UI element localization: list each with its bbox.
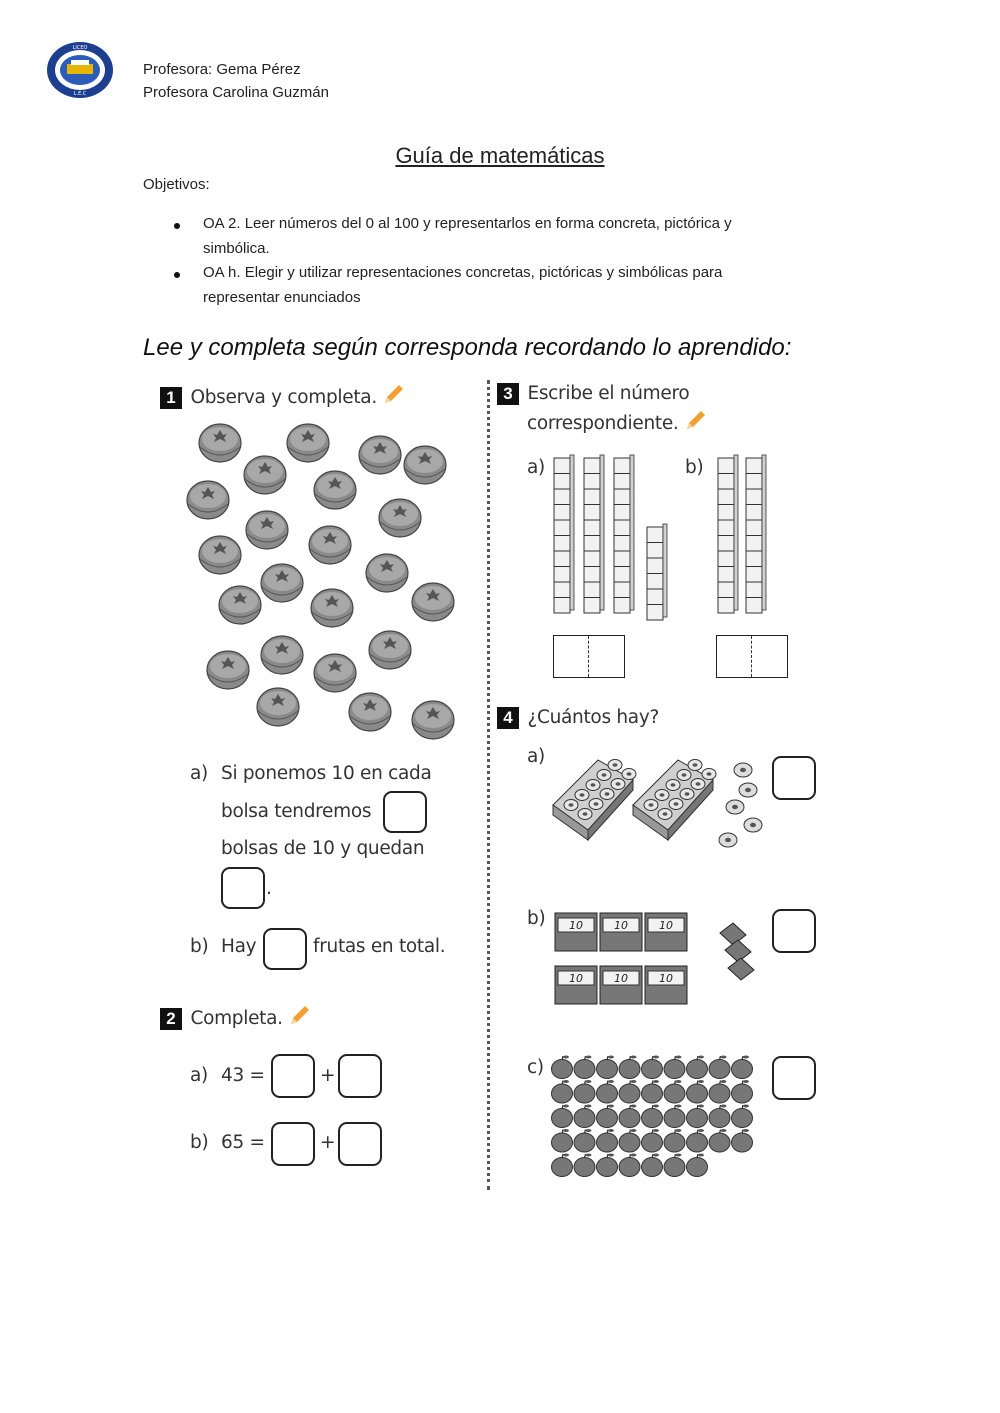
apple-icon bbox=[664, 1129, 685, 1152]
donut-icon bbox=[734, 763, 752, 777]
q1a-line-1: Si ponemos 10 en cada bbox=[221, 763, 432, 784]
q1a-period: . bbox=[266, 878, 272, 899]
ten-rod bbox=[746, 455, 766, 613]
section-number: 3 bbox=[497, 383, 519, 405]
unit-cubes bbox=[647, 524, 667, 620]
q4a-label: a) bbox=[527, 746, 545, 767]
q2b-expression: 65 = bbox=[221, 1132, 265, 1153]
blueberry-icon bbox=[199, 424, 241, 462]
apple-icon bbox=[642, 1129, 663, 1152]
apple-icon bbox=[732, 1129, 753, 1152]
section-number: 1 bbox=[160, 387, 182, 409]
blueberry-icon bbox=[314, 471, 356, 509]
apple-icon bbox=[709, 1056, 730, 1079]
pencil-icon bbox=[683, 409, 707, 433]
blueberry-icon bbox=[412, 583, 454, 621]
apple-icon bbox=[619, 1056, 640, 1079]
answer-box-4c[interactable] bbox=[772, 1056, 816, 1100]
pack-label: 10 bbox=[614, 972, 628, 985]
q3b-label: b) bbox=[685, 457, 704, 478]
apple-icon bbox=[687, 1056, 708, 1079]
apple-icon bbox=[687, 1105, 708, 1128]
teacher-name-1: Profesora: Gema Pérez bbox=[143, 61, 301, 78]
packs-of-ten bbox=[550, 908, 760, 1008]
section-3-header-line-2 bbox=[527, 409, 707, 434]
blueberry-icon bbox=[412, 701, 454, 739]
apple-icon bbox=[574, 1080, 595, 1103]
blueberry-icon bbox=[207, 651, 249, 689]
svg-text:LICEO: LICEO bbox=[72, 45, 88, 51]
donut-icon bbox=[719, 833, 737, 847]
objective-1-line-1: OA 2. Leer números del 0 al 100 y representarlos en forma concreta, pictórica y bbox=[203, 215, 732, 232]
apple-icon bbox=[597, 1056, 618, 1079]
loose-card bbox=[720, 923, 746, 945]
apple-icon bbox=[597, 1129, 618, 1152]
section-1-header bbox=[160, 383, 405, 409]
section-number: 2 bbox=[160, 1008, 182, 1030]
place-value-box-a[interactable] bbox=[553, 635, 625, 678]
section-heading-line-2: correspondiente. bbox=[527, 413, 679, 434]
pack-of-ten bbox=[555, 913, 597, 951]
teacher-name-2: Profesora Carolina Guzmán bbox=[143, 84, 329, 101]
q2a-label: a) bbox=[190, 1065, 208, 1086]
pack-of-ten bbox=[645, 966, 687, 1004]
apple-icon bbox=[597, 1080, 618, 1103]
apple-icon bbox=[709, 1080, 730, 1103]
pack-of-ten bbox=[555, 966, 597, 1004]
apple-icon bbox=[732, 1080, 753, 1103]
blueberry-icon bbox=[246, 511, 288, 549]
apple-icon bbox=[687, 1080, 708, 1103]
loose-card bbox=[728, 958, 754, 980]
answer-box-bags[interactable] bbox=[383, 791, 427, 833]
loose-card bbox=[725, 940, 751, 962]
pack-label: 10 bbox=[569, 972, 583, 985]
answer-box-total[interactable] bbox=[263, 928, 307, 970]
q1b-label: b) bbox=[190, 936, 209, 957]
place-value-box-b[interactable] bbox=[716, 635, 788, 678]
apple-icon bbox=[552, 1154, 573, 1177]
blueberry-icon bbox=[309, 526, 351, 564]
donut-tray bbox=[553, 760, 636, 841]
bullet bbox=[174, 223, 180, 229]
donut-trays bbox=[548, 745, 778, 855]
blueberry-icon bbox=[261, 636, 303, 674]
blueberry-icon bbox=[199, 536, 241, 574]
pack-of-ten bbox=[600, 913, 642, 951]
blueberry-icon bbox=[359, 436, 401, 474]
apple-icon bbox=[709, 1105, 730, 1128]
section-heading: Observa y completa. bbox=[190, 387, 377, 408]
apple-icon bbox=[642, 1105, 663, 1128]
pack-of-ten bbox=[600, 966, 642, 1004]
donut-icon bbox=[739, 783, 757, 797]
apples-grid bbox=[550, 1055, 780, 1185]
q1b-text-2: frutas en total. bbox=[313, 936, 446, 957]
donut-icon bbox=[726, 800, 744, 814]
pencil-icon bbox=[381, 383, 405, 407]
q1a-line-2: bolsa tendremos bbox=[221, 801, 372, 822]
answer-box-tens-43[interactable] bbox=[271, 1054, 315, 1098]
apple-icon bbox=[552, 1056, 573, 1079]
section-3-header bbox=[497, 383, 689, 405]
q4c-label: c) bbox=[527, 1057, 544, 1078]
objective-2-line-2: representar enunciados bbox=[203, 289, 361, 306]
pack-label: 10 bbox=[659, 919, 673, 932]
pack-label: 10 bbox=[614, 919, 628, 932]
blueberries-group bbox=[180, 415, 480, 755]
pencil-icon bbox=[287, 1004, 311, 1028]
q4b-label: b) bbox=[527, 908, 546, 929]
blueberry-icon bbox=[369, 631, 411, 669]
apple-icon bbox=[574, 1129, 595, 1152]
objective-1-line-2: simbólica. bbox=[203, 240, 270, 257]
pack-of-ten bbox=[645, 913, 687, 951]
apple-icon bbox=[664, 1080, 685, 1103]
apple-icon bbox=[664, 1105, 685, 1128]
section-2-header bbox=[160, 1004, 311, 1030]
section-heading: ¿Cuántos hay? bbox=[527, 707, 659, 728]
apple-icon bbox=[732, 1105, 753, 1128]
apple-icon bbox=[552, 1105, 573, 1128]
apple-icon bbox=[574, 1154, 595, 1177]
apple-icon bbox=[709, 1129, 730, 1152]
blueberry-icon bbox=[404, 446, 446, 484]
apple-icon bbox=[597, 1154, 618, 1177]
q1a-line-3: bolsas de 10 y quedan bbox=[221, 838, 425, 859]
apple-icon bbox=[732, 1056, 753, 1079]
blueberry-icon bbox=[187, 481, 229, 519]
pack-label: 10 bbox=[569, 919, 583, 932]
blueberry-icon bbox=[261, 564, 303, 602]
donut-icon bbox=[744, 818, 762, 832]
section-number: 4 bbox=[497, 707, 519, 729]
apple-icon bbox=[664, 1056, 685, 1079]
ten-rod bbox=[584, 455, 604, 613]
apple-icon bbox=[552, 1129, 573, 1152]
q2a-expression: 43 = bbox=[221, 1065, 265, 1086]
school-logo bbox=[45, 40, 115, 100]
blueberry-icon bbox=[244, 456, 286, 494]
apple-icon bbox=[687, 1154, 708, 1177]
plus-sign: + bbox=[320, 1065, 336, 1086]
apple-icon bbox=[687, 1129, 708, 1152]
donut-tray bbox=[633, 760, 716, 841]
section-4-header bbox=[497, 707, 659, 729]
apple-icon bbox=[619, 1154, 640, 1177]
section-heading: Completa. bbox=[190, 1008, 283, 1029]
apple-icon bbox=[574, 1056, 595, 1079]
apple-icon bbox=[619, 1129, 640, 1152]
blueberry-icon bbox=[311, 589, 353, 627]
blueberry-icon bbox=[219, 586, 261, 624]
objective-2-line-1: OA h. Elegir y utilizar representaciones concretas, pictóricas y simbólicas para bbox=[203, 264, 723, 281]
answer-box-units-43[interactable] bbox=[338, 1054, 382, 1098]
apple-icon bbox=[597, 1105, 618, 1128]
blueberry-icon bbox=[314, 654, 356, 692]
apple-icon bbox=[642, 1056, 663, 1079]
apple-icon bbox=[664, 1154, 685, 1177]
answer-box-units-65[interactable] bbox=[338, 1122, 382, 1166]
blueberry-icon bbox=[379, 499, 421, 537]
q3a-label: a) bbox=[527, 457, 545, 478]
svg-text:L.E.C: L.E.C bbox=[73, 91, 87, 97]
page-title: Guía de matemáticas bbox=[395, 143, 605, 168]
objectives-label: Objetivos: bbox=[143, 176, 210, 193]
section-heading-line-1: Escribe el número bbox=[527, 383, 690, 404]
place-value-divider bbox=[751, 636, 752, 677]
q2b-label: b) bbox=[190, 1132, 209, 1153]
blueberry-icon bbox=[366, 554, 408, 592]
ten-rod bbox=[718, 455, 738, 613]
pack-label: 10 bbox=[659, 972, 673, 985]
q1b-text-1: Hay bbox=[221, 936, 257, 957]
apple-icon bbox=[619, 1080, 640, 1103]
instruction: Lee y completa según corresponda recordando lo aprendido: bbox=[143, 334, 792, 361]
apple-icon bbox=[642, 1154, 663, 1177]
bullet bbox=[174, 272, 180, 278]
apple-icon bbox=[642, 1080, 663, 1103]
column-divider bbox=[487, 380, 490, 1190]
apple-icon bbox=[574, 1105, 595, 1128]
blueberry-icon bbox=[287, 424, 329, 462]
ten-rod bbox=[614, 455, 634, 613]
answer-box-4a[interactable] bbox=[772, 756, 816, 800]
place-value-divider bbox=[588, 636, 589, 677]
ten-rod bbox=[554, 455, 574, 613]
blueberry-icon bbox=[257, 688, 299, 726]
plus-sign: + bbox=[320, 1132, 336, 1153]
apple-icon bbox=[619, 1105, 640, 1128]
q1a-label: a) bbox=[190, 763, 208, 784]
answer-box-remaining[interactable] bbox=[221, 867, 265, 909]
apple-icon bbox=[552, 1080, 573, 1103]
answer-box-tens-65[interactable] bbox=[271, 1122, 315, 1166]
answer-box-4b[interactable] bbox=[772, 909, 816, 953]
blueberry-icon bbox=[349, 693, 391, 731]
